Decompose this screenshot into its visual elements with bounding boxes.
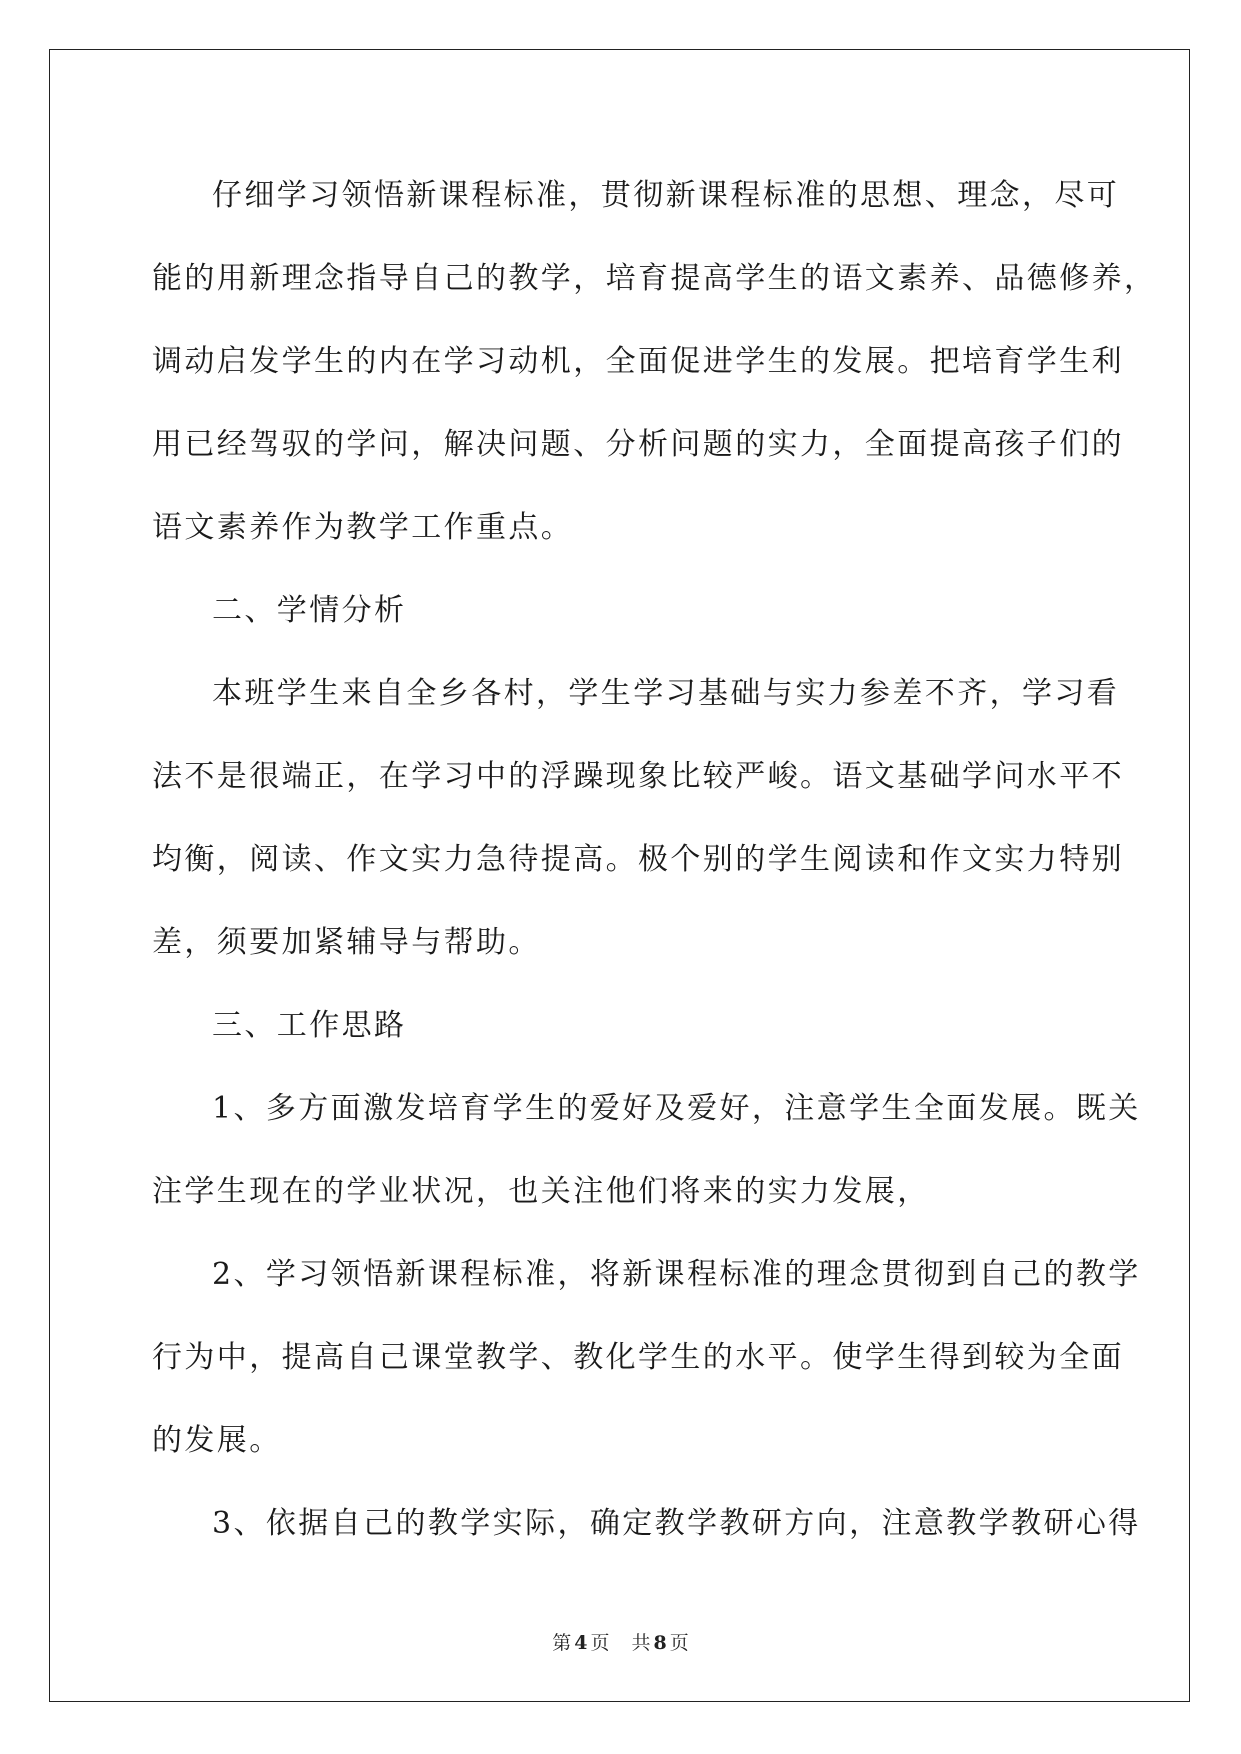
page-suffix: 页	[590, 1632, 610, 1654]
text-line: 行为中，提高自己课堂教学、教化学生的水平。使学生得到较为全面	[152, 1340, 1124, 1375]
text-line: 法不是很端正，在学习中的浮躁现象比较严峻。语文基础学问水平不	[152, 759, 1124, 794]
total-suffix: 页	[669, 1632, 689, 1654]
text-line: 的发展。	[152, 1423, 282, 1458]
section-heading: 二、学情分析	[212, 593, 407, 628]
paragraph-block	[152, 154, 1157, 1565]
text-line: 注学生现在的学业状况，也关注他们将来的实力发展，	[152, 1174, 930, 1209]
section-heading: 三、工作思路	[212, 1008, 407, 1043]
page-footer	[0, 1628, 1241, 1655]
text-line: 仔细学习领悟新课程标准，贯彻新课程标准的思想、理念，尽可	[212, 178, 1120, 213]
text-line: 均衡，阅读、作文实力急待提高。极个别的学生阅读和作文实力特别	[152, 842, 1124, 877]
text-line: 能的用新理念指导自己的教学，培育提高学生的语文素养、品德修养，	[152, 261, 1157, 296]
text-line: 本班学生来自全乡各村，学生学习基础与实力参差不齐，学习看	[212, 676, 1120, 711]
text-line: 2、学习领悟新课程标准，将新课程标准的理念贯彻到自己的教学	[212, 1257, 1141, 1292]
total-prefix: 共	[631, 1632, 651, 1654]
text-line: 差，须要加紧辅导与帮助。	[152, 925, 541, 960]
text-line: 1、多方面激发培育学生的爱好及爱好，注意学生全面发展。既关	[212, 1091, 1141, 1126]
total-pages: 8	[653, 1632, 667, 1654]
text-line: 用已经驾驭的学问，解决问题、分析问题的实力，全面提高孩子们的	[152, 427, 1124, 462]
text-line: 语文素养作为教学工作重点。	[152, 510, 574, 545]
page-number: 4	[574, 1632, 588, 1654]
text-line: 3、依据自己的教学实际，确定教学教研方向，注意教学教研心得	[212, 1506, 1141, 1541]
page-prefix: 第	[552, 1632, 572, 1654]
text-line: 调动启发学生的内在学习动机，全面促进学生的发展。把培育学生利	[152, 344, 1124, 379]
document-body	[152, 154, 1157, 1565]
